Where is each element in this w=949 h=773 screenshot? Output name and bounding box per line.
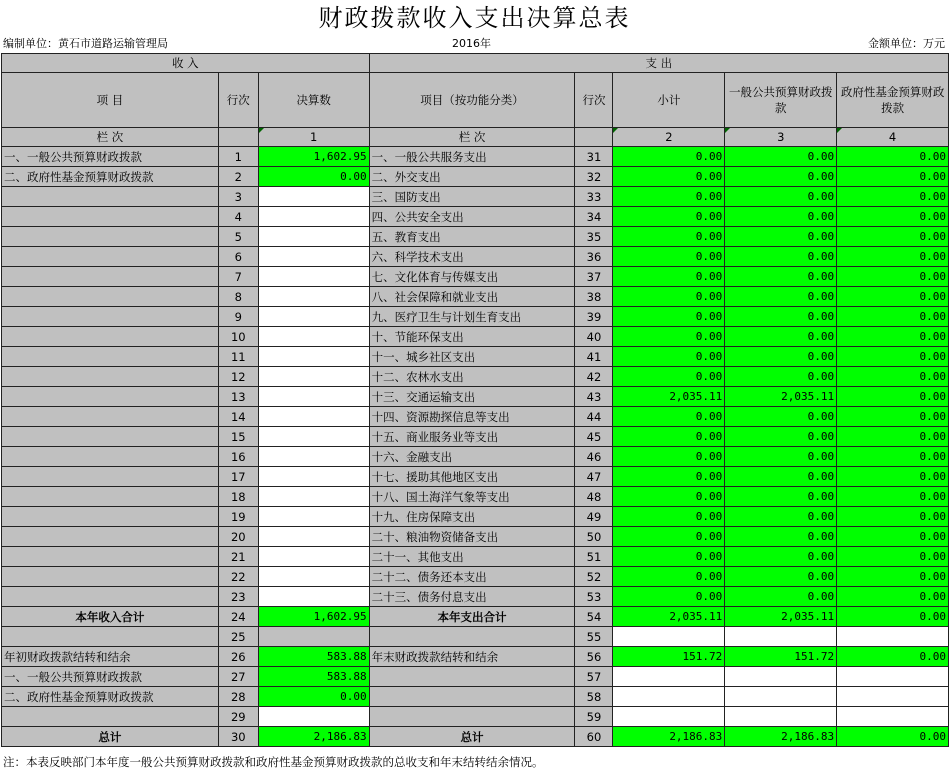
- income-item-label: [2, 387, 219, 407]
- expense-fund: 0.00: [837, 467, 949, 487]
- income-value: [258, 527, 369, 547]
- row-no: 45: [575, 427, 613, 447]
- expense-subtotal: 0.00: [613, 567, 725, 587]
- expense-subtotal: 0.00: [613, 427, 725, 447]
- row-no: 7: [218, 267, 258, 287]
- row-no: 19: [218, 507, 258, 527]
- expense-fund: 0.00: [837, 147, 949, 167]
- item-header: 项 目: [2, 73, 219, 128]
- table-row: [2, 347, 949, 367]
- income-value: [258, 447, 369, 467]
- expense-subtotal: 0.00: [613, 547, 725, 567]
- expense-fund: 0.00: [837, 407, 949, 427]
- income-value: [258, 427, 369, 447]
- expense-item-label: 十八、国土海洋气象等支出: [369, 487, 575, 507]
- table-row: [2, 387, 949, 407]
- blank-cell: [2, 707, 219, 727]
- row-no: 46: [575, 447, 613, 467]
- income-item-label: [2, 487, 219, 507]
- expense-item-label: 二、外交支出: [369, 167, 575, 187]
- blank-value: [613, 707, 725, 727]
- table-row: [2, 247, 949, 267]
- income-value: [258, 227, 369, 247]
- column-label-2: 栏 次: [369, 128, 575, 147]
- table-row: [2, 447, 949, 467]
- expense-fund: 0.00: [837, 227, 949, 247]
- expense-item-label: 十、节能环保支出: [369, 327, 575, 347]
- table-row: [2, 367, 949, 387]
- expense-total-general: 2,035.11: [725, 607, 837, 627]
- income-item-label: 一、一般公共预算财政拨款: [2, 147, 219, 167]
- column-number-1: 1: [258, 128, 369, 147]
- expense-item-label: 十七、援助其他地区支出: [369, 467, 575, 487]
- expense-subtotal: 0.00: [613, 267, 725, 287]
- expense-item-label: 十五、商业服务业等支出: [369, 427, 575, 447]
- row-no: 39: [575, 307, 613, 327]
- expense-item-label: 一、一般公共服务支出: [369, 147, 575, 167]
- row-no: 53: [575, 587, 613, 607]
- row-no: 11: [218, 347, 258, 367]
- row-no: 22: [218, 567, 258, 587]
- expense-subtotal: 0.00: [613, 447, 725, 467]
- row-no: 30: [218, 727, 258, 747]
- income-item-label: [2, 347, 219, 367]
- expense-item-label: 九、医疗卫生与计划生育支出: [369, 307, 575, 327]
- income-item-label: [2, 407, 219, 427]
- expense-total-label: 本年支出合计: [369, 607, 575, 627]
- column-label: 栏 次: [2, 128, 219, 147]
- income-value: [258, 267, 369, 287]
- expense-general: 0.00: [725, 167, 837, 187]
- column-number-4: 4: [837, 128, 949, 147]
- report-title: 财政拨款收入支出决算总表: [318, 4, 631, 32]
- expense-item-label: 十一、城乡社区支出: [369, 347, 575, 367]
- expense-general: 0.00: [725, 247, 837, 267]
- grand-total-expense-label: 总计: [369, 727, 575, 747]
- table-row: [2, 427, 949, 447]
- expense-fund: 0.00: [837, 167, 949, 187]
- income-value: [258, 247, 369, 267]
- income-item-label: [2, 307, 219, 327]
- row-no: 36: [575, 247, 613, 267]
- blank-cell: [258, 627, 369, 647]
- expense-general: 0.00: [725, 487, 837, 507]
- row-no: 29: [218, 707, 258, 727]
- income-item-label: [2, 367, 219, 387]
- expense-general: 0.00: [725, 507, 837, 527]
- function-item-header: 项目（按功能分类）: [369, 73, 575, 128]
- income-value: [258, 547, 369, 567]
- expense-general: 0.00: [725, 587, 837, 607]
- end-balance-label: 年末财政拨款结转和结余: [369, 647, 575, 667]
- row-no: 25: [218, 627, 258, 647]
- row-no: 2: [218, 167, 258, 187]
- expense-fund: 0.00: [837, 187, 949, 207]
- compiling-unit: 编制单位：黄石市道路运输管理局: [3, 37, 168, 50]
- table-row: [2, 187, 949, 207]
- blank-value: [613, 687, 725, 707]
- blank-value: [258, 707, 369, 727]
- row-no: 51: [575, 547, 613, 567]
- expense-fund: 0.00: [837, 347, 949, 367]
- expense-fund: 0.00: [837, 427, 949, 447]
- expense-subtotal: 0.00: [613, 227, 725, 247]
- grand-total-value: 2,186.83: [258, 727, 369, 747]
- row-no: 48: [575, 487, 613, 507]
- income-value: 0.00: [258, 167, 369, 187]
- table-row: [2, 407, 949, 427]
- income-item-label: [2, 547, 219, 567]
- blank-value: [725, 627, 837, 647]
- income-item-label: [2, 287, 219, 307]
- blank-value: [613, 627, 725, 647]
- expense-subtotal: 0.00: [613, 207, 725, 227]
- row-no: 28: [218, 687, 258, 707]
- table-row: [2, 507, 949, 527]
- row-no: 5: [218, 227, 258, 247]
- row-no: 24: [218, 607, 258, 627]
- expense-fund: 0.00: [837, 267, 949, 287]
- expense-item-label: 七、文化体育与传媒支出: [369, 267, 575, 287]
- end-balance-subtotal: 151.72: [613, 647, 725, 667]
- row-no: 41: [575, 347, 613, 367]
- expense-subtotal: 0.00: [613, 487, 725, 507]
- income-item-label: [2, 327, 219, 347]
- row-no: 37: [575, 267, 613, 287]
- income-value: [258, 387, 369, 407]
- expense-item-label: 二十、粮油物资储备支出: [369, 527, 575, 547]
- expense-fund: 0.00: [837, 507, 949, 527]
- expense-fund: 0.00: [837, 307, 949, 327]
- expense-subtotal: 0.00: [613, 167, 725, 187]
- expense-fund: 0.00: [837, 567, 949, 587]
- expense-subtotal: 0.00: [613, 467, 725, 487]
- row-no: 52: [575, 567, 613, 587]
- row-no: 35: [575, 227, 613, 247]
- row-no: 12: [218, 367, 258, 387]
- expense-general: 0.00: [725, 287, 837, 307]
- row-no: 3: [218, 187, 258, 207]
- expense-subtotal: 0.00: [613, 407, 725, 427]
- blank-value: [725, 707, 837, 727]
- table-row: [2, 167, 949, 187]
- expense-item-label: 十六、金融支出: [369, 447, 575, 467]
- amount-unit: 金额单位：万元: [868, 37, 945, 50]
- grand-total-subtotal: 2,186.83: [613, 727, 725, 747]
- income-item-label: [2, 507, 219, 527]
- footnote: 注：本表反映部门本年度一般公共预算财政拨款和政府性基金预算财政拨款的总收支和年末结转结余情况。: [3, 755, 544, 769]
- income-item-label: [2, 467, 219, 487]
- expense-subtotal: 0.00: [613, 247, 725, 267]
- expense-subtotal: 0.00: [613, 347, 725, 367]
- income-value: [258, 367, 369, 387]
- fund-budget-header: 政府性基金预算财政拨款: [837, 73, 949, 128]
- begin-balance-label: 年初财政拨款结转和结余: [2, 647, 219, 667]
- begin-balance-value: 583.88: [258, 647, 369, 667]
- grand-total-label: 总计: [2, 727, 219, 747]
- row-no: 6: [218, 247, 258, 267]
- expense-general: 0.00: [725, 427, 837, 447]
- table-row: [2, 487, 949, 507]
- income-value: [258, 467, 369, 487]
- table-row: [2, 207, 949, 227]
- income-value: [258, 507, 369, 527]
- income-header: 收 入: [2, 54, 370, 73]
- expense-general: 0.00: [725, 367, 837, 387]
- income-value: 1,602.95: [258, 147, 369, 167]
- income-value: [258, 327, 369, 347]
- expense-subtotal: 0.00: [613, 187, 725, 207]
- table-row: [2, 587, 949, 607]
- final-amount-header: 决算数: [258, 73, 369, 128]
- begin-fund-value: 0.00: [258, 687, 369, 707]
- column-label-blank-2: [575, 128, 613, 147]
- grand-total-fund: 0.00: [837, 727, 949, 747]
- row-no-header-2: 行次: [575, 73, 613, 128]
- table-row: [2, 567, 949, 587]
- row-no: 1: [218, 147, 258, 167]
- row-no: 16: [218, 447, 258, 467]
- blank-cell: [369, 707, 575, 727]
- table-row: [2, 327, 949, 347]
- expense-subtotal: 0.00: [613, 307, 725, 327]
- blank-cell: [369, 687, 575, 707]
- income-item-label: [2, 267, 219, 287]
- expense-item-label: 二十二、债务还本支出: [369, 567, 575, 587]
- column-label-blank: [218, 128, 258, 147]
- expense-fund: 0.00: [837, 247, 949, 267]
- income-value: [258, 287, 369, 307]
- expense-item-label: 十四、资源勘探信息等支出: [369, 407, 575, 427]
- expense-subtotal: 0.00: [613, 327, 725, 347]
- row-no: 31: [575, 147, 613, 167]
- table-row: [2, 467, 949, 487]
- expense-general: 0.00: [725, 567, 837, 587]
- expense-subtotal: 0.00: [613, 507, 725, 527]
- begin-general-value: 583.88: [258, 667, 369, 687]
- expense-general: 0.00: [725, 547, 837, 567]
- income-value: [258, 407, 369, 427]
- expense-subtotal: 2,035.11: [613, 387, 725, 407]
- expense-general: 0.00: [725, 447, 837, 467]
- table-row: [2, 227, 949, 247]
- blank-value: [837, 667, 949, 687]
- row-no: 14: [218, 407, 258, 427]
- expense-general: 0.00: [725, 307, 837, 327]
- expense-item-label: 二十三、债务付息支出: [369, 587, 575, 607]
- expense-general: 0.00: [725, 347, 837, 367]
- expense-general: 0.00: [725, 227, 837, 247]
- expense-fund: 0.00: [837, 547, 949, 567]
- income-value: [258, 307, 369, 327]
- blank-value: [837, 687, 949, 707]
- row-no: 15: [218, 427, 258, 447]
- table-row: [2, 267, 949, 287]
- income-item-label: [2, 247, 219, 267]
- expense-item-label: 四、公共安全支出: [369, 207, 575, 227]
- income-value: [258, 587, 369, 607]
- row-no: 49: [575, 507, 613, 527]
- row-no: 20: [218, 527, 258, 547]
- expense-general: 0.00: [725, 187, 837, 207]
- end-balance-fund: 0.00: [837, 647, 949, 667]
- income-value: [258, 347, 369, 367]
- row-no: 9: [218, 307, 258, 327]
- blank-value: [837, 627, 949, 647]
- row-no: 4: [218, 207, 258, 227]
- row-no: 17: [218, 467, 258, 487]
- row-no: 43: [575, 387, 613, 407]
- expense-item-label: 六、科学技术支出: [369, 247, 575, 267]
- blank-cell: [2, 627, 219, 647]
- expense-total-subtotal: 2,035.11: [613, 607, 725, 627]
- income-item-label: [2, 207, 219, 227]
- row-no: 27: [218, 667, 258, 687]
- table-row: [2, 287, 949, 307]
- row-no: 56: [575, 647, 613, 667]
- income-value: [258, 567, 369, 587]
- expense-general: 0.00: [725, 327, 837, 347]
- row-no: 26: [218, 647, 258, 667]
- expense-subtotal: 0.00: [613, 587, 725, 607]
- blank-value: [725, 687, 837, 707]
- end-balance-general: 151.72: [725, 647, 837, 667]
- table-row: [2, 307, 949, 327]
- row-no: 23: [218, 587, 258, 607]
- expense-general: 0.00: [725, 267, 837, 287]
- income-item-label: [2, 587, 219, 607]
- row-no: 34: [575, 207, 613, 227]
- expense-fund: 0.00: [837, 527, 949, 547]
- expense-subtotal: 0.00: [613, 367, 725, 387]
- blank-cell: [369, 667, 575, 687]
- begin-general-label: 一、一般公共预算财政拨款: [2, 667, 219, 687]
- row-no: 21: [218, 547, 258, 567]
- row-no: 13: [218, 387, 258, 407]
- blank-value: [725, 667, 837, 687]
- expense-item-label: 五、教育支出: [369, 227, 575, 247]
- expense-fund: 0.00: [837, 367, 949, 387]
- income-item-label: [2, 227, 219, 247]
- expense-general: 0.00: [725, 147, 837, 167]
- expense-subtotal: 0.00: [613, 527, 725, 547]
- row-no: 60: [575, 727, 613, 747]
- column-number-2: 2: [613, 128, 725, 147]
- expense-item-label: 十九、住房保障支出: [369, 507, 575, 527]
- income-total-label: 本年收入合计: [2, 607, 219, 627]
- expense-subtotal: 0.00: [613, 147, 725, 167]
- expense-item-label: 二十一、其他支出: [369, 547, 575, 567]
- row-no: 59: [575, 707, 613, 727]
- expense-general: 0.00: [725, 527, 837, 547]
- income-item-label: [2, 187, 219, 207]
- expense-fund: 0.00: [837, 287, 949, 307]
- income-value: [258, 487, 369, 507]
- expense-item-label: 十二、农林水支出: [369, 367, 575, 387]
- income-value: [258, 187, 369, 207]
- blank-value: [837, 707, 949, 727]
- column-number-3: 3: [725, 128, 837, 147]
- expense-general: 2,035.11: [725, 387, 837, 407]
- table-row: [2, 547, 949, 567]
- expense-fund: 0.00: [837, 207, 949, 227]
- table-row: [2, 147, 949, 167]
- income-item-label: [2, 427, 219, 447]
- expense-fund: 0.00: [837, 447, 949, 467]
- row-no: 57: [575, 667, 613, 687]
- income-total-value: 1,602.95: [258, 607, 369, 627]
- expense-item-label: 三、国防支出: [369, 187, 575, 207]
- row-no: 38: [575, 287, 613, 307]
- row-no: 33: [575, 187, 613, 207]
- blank-value: [613, 667, 725, 687]
- expense-total-fund: 0.00: [837, 607, 949, 627]
- row-no: 44: [575, 407, 613, 427]
- income-item-label: [2, 567, 219, 587]
- row-no: 55: [575, 627, 613, 647]
- row-no: 54: [575, 607, 613, 627]
- income-item-label: [2, 447, 219, 467]
- report-year: 2016年: [452, 37, 491, 50]
- table-row: [2, 527, 949, 547]
- expense-fund: 0.00: [837, 587, 949, 607]
- expense-item-label: 八、社会保障和就业支出: [369, 287, 575, 307]
- expense-general: 0.00: [725, 407, 837, 427]
- expense-fund: 0.00: [837, 327, 949, 347]
- grand-total-general: 2,186.83: [725, 727, 837, 747]
- subtotal-header: 小计: [613, 73, 725, 128]
- row-no: 10: [218, 327, 258, 347]
- row-no: 50: [575, 527, 613, 547]
- expense-header: 支 出: [369, 54, 948, 73]
- expense-general: 0.00: [725, 467, 837, 487]
- income-item-label: 二、政府性基金预算财政拨款: [2, 167, 219, 187]
- budget-table: [1, 53, 949, 747]
- expense-item-label: 十三、交通运输支出: [369, 387, 575, 407]
- expense-fund: 0.00: [837, 487, 949, 507]
- row-no: 58: [575, 687, 613, 707]
- general-budget-header: 一般公共预算财政拨款: [725, 73, 837, 128]
- row-no: 42: [575, 367, 613, 387]
- income-value: [258, 207, 369, 227]
- row-no: 8: [218, 287, 258, 307]
- expense-subtotal: 0.00: [613, 287, 725, 307]
- row-no: 47: [575, 467, 613, 487]
- begin-fund-label: 二、政府性基金预算财政拨款: [2, 687, 219, 707]
- blank-cell: [369, 627, 575, 647]
- expense-general: 0.00: [725, 207, 837, 227]
- row-no-header: 行次: [218, 73, 258, 128]
- row-no: 32: [575, 167, 613, 187]
- income-item-label: [2, 527, 219, 547]
- row-no: 18: [218, 487, 258, 507]
- row-no: 40: [575, 327, 613, 347]
- expense-fund: 0.00: [837, 387, 949, 407]
